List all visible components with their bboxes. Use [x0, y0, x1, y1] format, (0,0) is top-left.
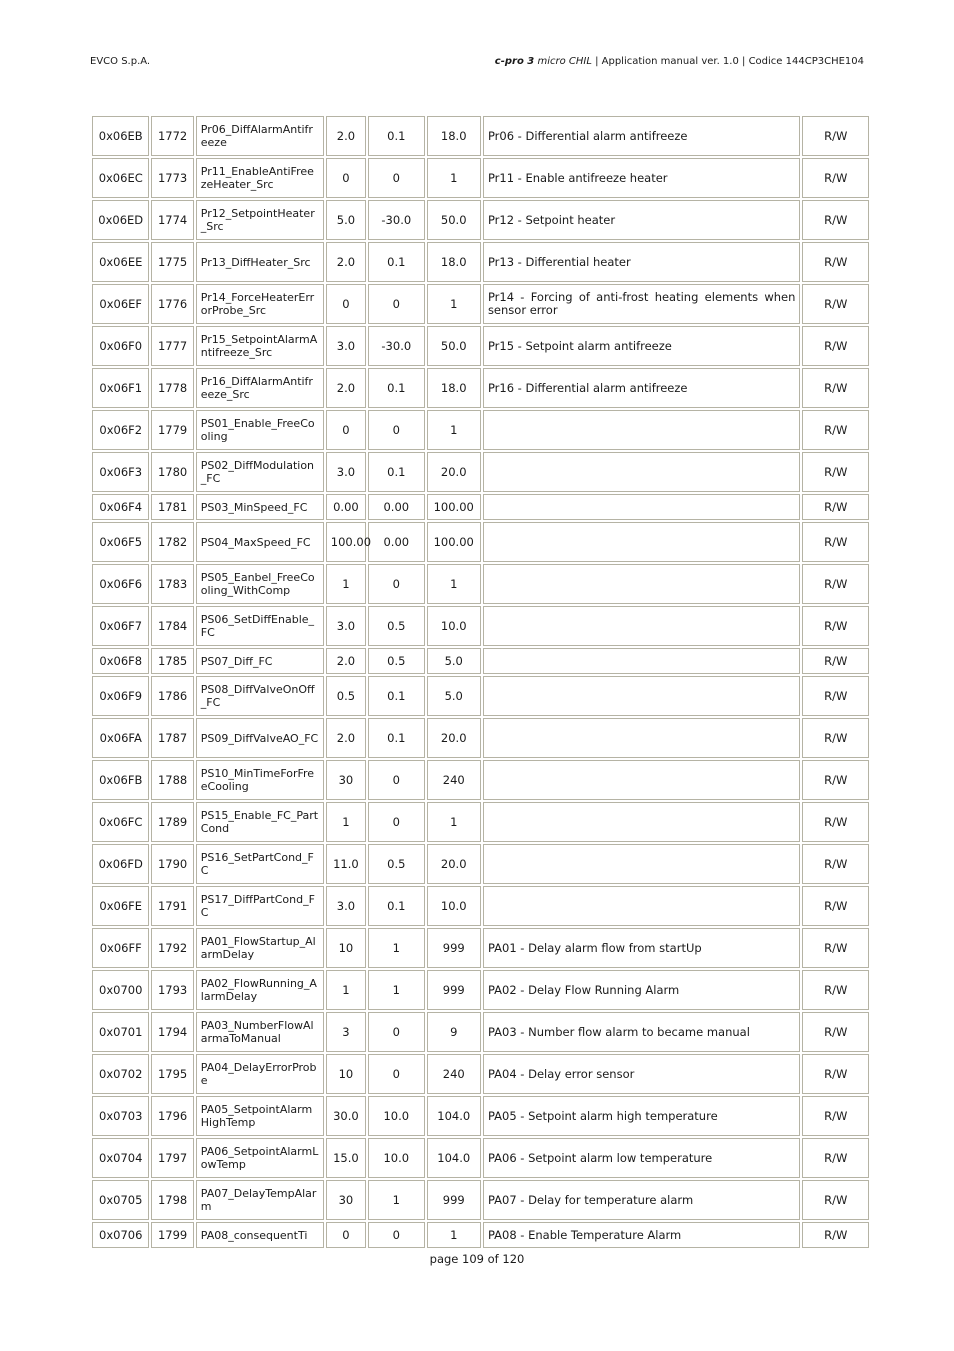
header-manual: | Application manual ver. 1.0 | Codice 144CP3CHE104: [591, 56, 864, 67]
cell-max: 20.0: [427, 844, 481, 884]
cell-hex-address: 0x06F4: [92, 494, 149, 520]
cell-access: R/W: [802, 760, 869, 800]
cell-default: 0.00: [326, 494, 366, 520]
table-row: [92, 200, 869, 240]
cell-access: R/W: [802, 1054, 869, 1094]
cell-hex-address: 0x06F6: [92, 564, 149, 604]
table-row: [92, 1222, 869, 1248]
cell-parameter-name: PA03_NumberFlowAlarmaToManual: [196, 1012, 324, 1052]
cell-dec-address: 1785: [151, 648, 193, 674]
table-row: [92, 844, 869, 884]
cell-parameter-name: PS04_MaxSpeed_FC: [196, 522, 324, 562]
cell-access: R/W: [802, 718, 869, 758]
cell-description: PA03 - Number flow alarm to became manual: [483, 1012, 800, 1052]
cell-hex-address: 0x06EB: [92, 116, 149, 156]
cell-dec-address: 1775: [151, 242, 193, 282]
cell-hex-address: 0x06F5: [92, 522, 149, 562]
cell-access: R/W: [802, 1096, 869, 1136]
table-row: [92, 116, 869, 156]
cell-access: R/W: [802, 1012, 869, 1052]
table-row: [92, 284, 869, 324]
cell-access: R/W: [802, 116, 869, 156]
cell-min: 0: [368, 1054, 424, 1094]
cell-parameter-name: PA08_consequentTi: [196, 1222, 324, 1248]
header-product: c-pro 3: [494, 56, 535, 67]
cell-min: 0: [368, 284, 424, 324]
cell-default: 30: [326, 1180, 366, 1220]
cell-description: PA04 - Delay error sensor: [483, 1054, 800, 1094]
cell-parameter-name: Pr12_SetpointHeater_Src: [196, 200, 324, 240]
cell-parameter-name: PA05_SetpointAlarmHighTemp: [196, 1096, 324, 1136]
cell-access: R/W: [802, 648, 869, 674]
cell-default: 3.0: [326, 606, 366, 646]
cell-parameter-name: PS15_Enable_FC_PartCond: [196, 802, 324, 842]
cell-min: 0: [368, 410, 424, 450]
cell-access: R/W: [802, 452, 869, 492]
cell-access: R/W: [802, 326, 869, 366]
cell-dec-address: 1793: [151, 970, 193, 1010]
cell-max: 50.0: [427, 200, 481, 240]
cell-parameter-name: PA06_SetpointAlarmLowTemp: [196, 1138, 324, 1178]
cell-dec-address: 1792: [151, 928, 193, 968]
cell-max: 999: [427, 970, 481, 1010]
cell-access: R/W: [802, 494, 869, 520]
cell-hex-address: 0x06F7: [92, 606, 149, 646]
cell-default: 0: [326, 410, 366, 450]
cell-max: 18.0: [427, 368, 481, 408]
cell-dec-address: 1787: [151, 718, 193, 758]
cell-min: 0.00: [368, 522, 424, 562]
cell-parameter-name: PA01_FlowStartup_AlarmDelay: [196, 928, 324, 968]
table-row: [92, 606, 869, 646]
table-row: [92, 242, 869, 282]
cell-min: -30.0: [368, 326, 424, 366]
table-row: [92, 802, 869, 842]
cell-min: 0: [368, 564, 424, 604]
cell-min: 0: [368, 802, 424, 842]
cell-default: 3: [326, 1012, 366, 1052]
cell-description: PA05 - Setpoint alarm high temperature: [483, 1096, 800, 1136]
table-row: [92, 494, 869, 520]
cell-min: 1: [368, 928, 424, 968]
cell-access: R/W: [802, 844, 869, 884]
cell-description: Pr14 - Forcing of anti-frost heating elements when sensor error: [483, 284, 800, 324]
cell-max: 104.0: [427, 1096, 481, 1136]
cell-max: 1: [427, 284, 481, 324]
cell-hex-address: 0x06F3: [92, 452, 149, 492]
cell-default: 30: [326, 760, 366, 800]
cell-default: 3.0: [326, 452, 366, 492]
cell-description: Pr16 - Differential alarm antifreeze: [483, 368, 800, 408]
cell-hex-address: 0x06FF: [92, 928, 149, 968]
cell-min: 0.1: [368, 116, 424, 156]
cell-dec-address: 1776: [151, 284, 193, 324]
cell-description: Pr13 - Differential heater: [483, 242, 800, 282]
cell-hex-address: 0x0701: [92, 1012, 149, 1052]
cell-hex-address: 0x06F2: [92, 410, 149, 450]
cell-description: [483, 494, 800, 520]
cell-default: 2.0: [326, 116, 366, 156]
cell-description: PA02 - Delay Flow Running Alarm: [483, 970, 800, 1010]
cell-default: 0.5: [326, 676, 366, 716]
header-product-sub: micro CHIL: [537, 56, 592, 67]
cell-max: 1: [427, 410, 481, 450]
cell-hex-address: 0x06F1: [92, 368, 149, 408]
cell-description: PA07 - Delay for temperature alarm: [483, 1180, 800, 1220]
cell-dec-address: 1797: [151, 1138, 193, 1178]
cell-hex-address: 0x0704: [92, 1138, 149, 1178]
table-row: [92, 928, 869, 968]
cell-max: 5.0: [427, 648, 481, 674]
table-row: [92, 410, 869, 450]
cell-parameter-name: Pr15_SetpointAlarmAntifreeze_Src: [196, 326, 324, 366]
table-row: [92, 1054, 869, 1094]
cell-access: R/W: [802, 242, 869, 282]
cell-default: 10: [326, 928, 366, 968]
cell-default: 11.0: [326, 844, 366, 884]
cell-min: 1: [368, 970, 424, 1010]
cell-default: 1: [326, 802, 366, 842]
cell-min: 0.00: [368, 494, 424, 520]
page-number: page 109 of 120: [429, 1252, 525, 1266]
cell-parameter-name: PS09_DiffValveAO_FC: [196, 718, 324, 758]
cell-parameter-name: Pr06_DiffAlarmAntifreeze: [196, 116, 324, 156]
cell-dec-address: 1790: [151, 844, 193, 884]
cell-max: 100.00: [427, 522, 481, 562]
table-row: [92, 1138, 869, 1178]
cell-parameter-name: Pr16_DiffAlarmAntifreeze_Src: [196, 368, 324, 408]
cell-description: Pr12 - Setpoint heater: [483, 200, 800, 240]
header-company: EVCO S.p.A.: [90, 56, 151, 67]
cell-min: 0.5: [368, 648, 424, 674]
cell-dec-address: 1789: [151, 802, 193, 842]
cell-parameter-name: PS02_DiffModulation_FC: [196, 452, 324, 492]
cell-parameter-name: PA07_DelayTempAlarm: [196, 1180, 324, 1220]
cell-hex-address: 0x06FD: [92, 844, 149, 884]
cell-access: R/W: [802, 886, 869, 926]
cell-max: 50.0: [427, 326, 481, 366]
cell-hex-address: 0x06F0: [92, 326, 149, 366]
cell-hex-address: 0x0705: [92, 1180, 149, 1220]
cell-default: 3.0: [326, 326, 366, 366]
cell-description: [483, 606, 800, 646]
cell-default: 100.00: [326, 522, 366, 562]
cell-default: 0: [326, 158, 366, 198]
cell-min: 0.5: [368, 606, 424, 646]
cell-hex-address: 0x06F9: [92, 676, 149, 716]
cell-min: 0: [368, 1012, 424, 1052]
cell-parameter-name: PA02_FlowRunning_AlarmDelay: [196, 970, 324, 1010]
cell-default: 1: [326, 970, 366, 1010]
cell-description: [483, 718, 800, 758]
cell-default: 30.0: [326, 1096, 366, 1136]
cell-parameter-name: PS01_Enable_FreeCooling: [196, 410, 324, 450]
cell-default: 2.0: [326, 648, 366, 674]
cell-min: 0: [368, 1222, 424, 1248]
table-row: [92, 970, 869, 1010]
cell-max: 104.0: [427, 1138, 481, 1178]
table-row: [92, 326, 869, 366]
cell-min: 0.1: [368, 368, 424, 408]
cell-parameter-name: PS08_DiffValveOnOff_FC: [196, 676, 324, 716]
cell-max: 20.0: [427, 452, 481, 492]
cell-dec-address: 1774: [151, 200, 193, 240]
cell-max: 10.0: [427, 886, 481, 926]
cell-access: R/W: [802, 200, 869, 240]
cell-dec-address: 1781: [151, 494, 193, 520]
cell-access: R/W: [802, 1138, 869, 1178]
cell-access: R/W: [802, 676, 869, 716]
cell-parameter-name: PS06_SetDiffEnable_FC: [196, 606, 324, 646]
table-row: [92, 886, 869, 926]
cell-parameter-name: PS10_MinTimeForFreeCooling: [196, 760, 324, 800]
cell-max: 1: [427, 1222, 481, 1248]
cell-default: 5.0: [326, 200, 366, 240]
cell-min: 10.0: [368, 1138, 424, 1178]
cell-default: 0: [326, 1222, 366, 1248]
cell-max: 20.0: [427, 718, 481, 758]
cell-dec-address: 1777: [151, 326, 193, 366]
cell-parameter-name: PS07_Diff_FC: [196, 648, 324, 674]
cell-description: PA06 - Setpoint alarm low temperature: [483, 1138, 800, 1178]
cell-max: 10.0: [427, 606, 481, 646]
cell-min: -30.0: [368, 200, 424, 240]
cell-access: R/W: [802, 1180, 869, 1220]
cell-max: 1: [427, 564, 481, 604]
cell-max: 9: [427, 1012, 481, 1052]
cell-min: 10.0: [368, 1096, 424, 1136]
cell-default: 1: [326, 564, 366, 604]
cell-min: 1: [368, 1180, 424, 1220]
cell-hex-address: 0x06EE: [92, 242, 149, 282]
cell-max: 5.0: [427, 676, 481, 716]
cell-max: 100.00: [427, 494, 481, 520]
cell-max: 999: [427, 928, 481, 968]
cell-dec-address: 1772: [151, 116, 193, 156]
cell-dec-address: 1795: [151, 1054, 193, 1094]
cell-dec-address: 1773: [151, 158, 193, 198]
cell-dec-address: 1788: [151, 760, 193, 800]
cell-access: R/W: [802, 606, 869, 646]
cell-description: Pr06 - Differential alarm antifreeze: [483, 116, 800, 156]
cell-description: [483, 802, 800, 842]
cell-hex-address: 0x0700: [92, 970, 149, 1010]
cell-dec-address: 1782: [151, 522, 193, 562]
cell-default: 10: [326, 1054, 366, 1094]
cell-min: 0.1: [368, 886, 424, 926]
cell-parameter-name: PS16_SetPartCond_FC: [196, 844, 324, 884]
cell-max: 18.0: [427, 116, 481, 156]
cell-dec-address: 1796: [151, 1096, 193, 1136]
table-row: [92, 648, 869, 674]
cell-parameter-name: PA04_DelayErrorProbe: [196, 1054, 324, 1094]
cell-dec-address: 1798: [151, 1180, 193, 1220]
cell-hex-address: 0x0703: [92, 1096, 149, 1136]
cell-hex-address: 0x06ED: [92, 200, 149, 240]
cell-dec-address: 1778: [151, 368, 193, 408]
cell-max: 240: [427, 760, 481, 800]
cell-parameter-name: Pr14_ForceHeaterErrorProbe_Src: [196, 284, 324, 324]
header-manual-info: [495, 56, 864, 67]
cell-hex-address: 0x06EC: [92, 158, 149, 198]
table-row: [92, 718, 869, 758]
cell-parameter-name: Pr11_EnableAntiFreezeHeater_Src: [196, 158, 324, 198]
cell-min: 0.1: [368, 452, 424, 492]
cell-description: PA01 - Delay alarm flow from startUp: [483, 928, 800, 968]
cell-access: R/W: [802, 564, 869, 604]
table-row: [92, 522, 869, 562]
cell-access: R/W: [802, 1222, 869, 1248]
table-row: [92, 1180, 869, 1220]
cell-parameter-name: PS05_Eanbel_FreeCooling_WithComp: [196, 564, 324, 604]
cell-min: 0.1: [368, 676, 424, 716]
cell-default: 2.0: [326, 242, 366, 282]
cell-max: 18.0: [427, 242, 481, 282]
table-row: [92, 760, 869, 800]
cell-description: Pr15 - Setpoint alarm antifreeze: [483, 326, 800, 366]
cell-access: R/W: [802, 410, 869, 450]
cell-access: R/W: [802, 970, 869, 1010]
cell-hex-address: 0x0706: [92, 1222, 149, 1248]
cell-description: [483, 886, 800, 926]
cell-hex-address: 0x06EF: [92, 284, 149, 324]
cell-hex-address: 0x06FA: [92, 718, 149, 758]
cell-dec-address: 1783: [151, 564, 193, 604]
cell-description: [483, 410, 800, 450]
cell-hex-address: 0x06FB: [92, 760, 149, 800]
cell-min: 0.1: [368, 718, 424, 758]
cell-description: Pr11 - Enable antifreeze heater: [483, 158, 800, 198]
cell-description: [483, 760, 800, 800]
cell-max: 1: [427, 802, 481, 842]
cell-access: R/W: [802, 368, 869, 408]
cell-description: [483, 676, 800, 716]
cell-default: 2.0: [326, 368, 366, 408]
table-row: [92, 1012, 869, 1052]
cell-hex-address: 0x0702: [92, 1054, 149, 1094]
cell-max: 1: [427, 158, 481, 198]
parameter-table: [90, 114, 871, 1250]
cell-access: R/W: [802, 802, 869, 842]
table-row: [92, 1096, 869, 1136]
cell-dec-address: 1791: [151, 886, 193, 926]
cell-parameter-name: Pr13_DiffHeater_Src: [196, 242, 324, 282]
cell-default: 0: [326, 284, 366, 324]
cell-description: [483, 844, 800, 884]
cell-parameter-name: PS03_MinSpeed_FC: [196, 494, 324, 520]
cell-access: R/W: [802, 928, 869, 968]
cell-dec-address: 1779: [151, 410, 193, 450]
table-row: [92, 564, 869, 604]
cell-description: [483, 452, 800, 492]
cell-hex-address: 0x06FC: [92, 802, 149, 842]
cell-dec-address: 1799: [151, 1222, 193, 1248]
cell-default: 2.0: [326, 718, 366, 758]
cell-hex-address: 0x06F8: [92, 648, 149, 674]
cell-description: [483, 522, 800, 562]
cell-description: [483, 648, 800, 674]
table-row: [92, 158, 869, 198]
cell-default: 15.0: [326, 1138, 366, 1178]
cell-max: 240: [427, 1054, 481, 1094]
cell-dec-address: 1794: [151, 1012, 193, 1052]
cell-min: 0: [368, 760, 424, 800]
cell-min: 0: [368, 158, 424, 198]
cell-description: PA08 - Enable Temperature Alarm: [483, 1222, 800, 1248]
table-row: [92, 676, 869, 716]
table-row: [92, 368, 869, 408]
cell-access: R/W: [802, 158, 869, 198]
cell-max: 999: [427, 1180, 481, 1220]
cell-dec-address: 1786: [151, 676, 193, 716]
cell-description: [483, 564, 800, 604]
table-row: [92, 452, 869, 492]
cell-dec-address: 1780: [151, 452, 193, 492]
cell-hex-address: 0x06FE: [92, 886, 149, 926]
cell-access: R/W: [802, 284, 869, 324]
cell-default: 3.0: [326, 886, 366, 926]
cell-access: R/W: [802, 522, 869, 562]
cell-min: 0.1: [368, 242, 424, 282]
cell-min: 0.5: [368, 844, 424, 884]
cell-dec-address: 1784: [151, 606, 193, 646]
cell-parameter-name: PS17_DiffPartCond_FC: [196, 886, 324, 926]
